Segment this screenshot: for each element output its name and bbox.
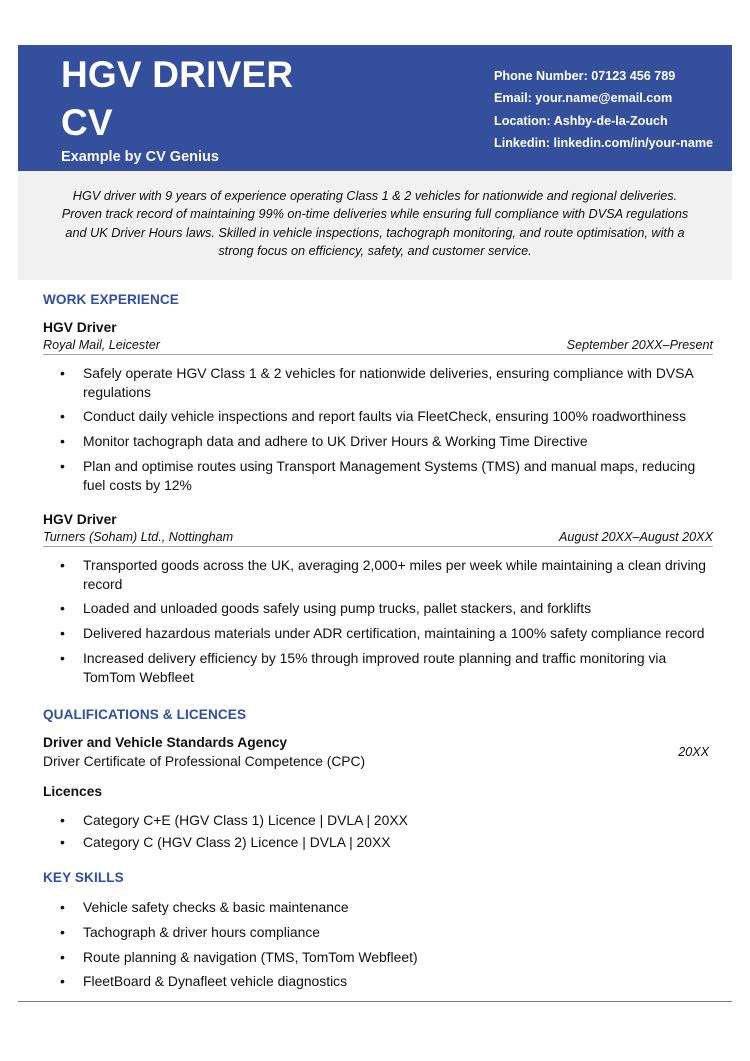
list-item: • Plan and optimise routes using Transport Management Systems (TMS) and manual maps, reducing fuel costs by 12% [60,457,720,494]
list-item: • Conduct daily vehicle inspections and report faults via FleetCheck, ensuring 100% roadworthiness [60,407,720,426]
list-item: • Category C+E (HGV Class 1) Licence | DVLA | 20XX [60,811,720,830]
footer-divider [18,1001,732,1002]
list-item: • Delivered hazardous materials under ADR certification, maintaining a 100% safety compliance record [60,624,720,643]
qualification-certificate: Driver Certificate of Professional Competence (CPC) [43,754,366,769]
cv-title-line-2: CV [61,102,113,143]
list-item: • Tachograph & driver hours compliance [60,923,720,942]
list-item: • Route planning & navigation (TMS, TomTom Webfleet) [60,948,720,967]
cv-header [18,45,732,171]
cv-title-line-1: HGV DRIVER [61,54,294,95]
contact-phone: Phone Number: 07123 456 789 [494,69,676,83]
job-employer: Royal Mail, Leicester [43,338,160,352]
licences-heading: Licences [43,784,103,799]
list-item: • Category C (HGV Class 2) Licence | DVLA | 20XX [60,833,720,852]
list-item: • FleetBoard & Dynafleet vehicle diagnostics [60,972,720,991]
licences-list [60,811,720,855]
job-meta [43,338,713,355]
professional-summary: HGV driver with 9 years of experience operating Class 1 & 2 vehicles for nationwide and regional deliveries. Proven track record of maintaining 99% on-time deliveries while ensuring full compliance with DVSA regulations and UK Driver Hours laws. Skilled in vehicle inspections, tachograph monitoring, and route optimisation, with a strong focus on efficiency, safety, and customer service. [18,171,732,280]
qualification-organisation: Driver and Vehicle Standards Agency [43,735,288,750]
cv-title [61,51,293,147]
list-item: • Loaded and unloaded goods safely using pump trucks, pallet stackers, and forklifts [60,599,720,618]
job-meta [43,530,713,547]
job-dates: September 20XX–Present [566,338,713,352]
job-bullets [60,556,720,692]
cv-subtitle: Example by CV Genius [61,149,219,165]
skills-list [60,898,720,997]
job-bullets [60,364,720,500]
job-employer: Turners (Soham) Ltd., Nottingham [43,530,234,544]
section-heading-key-skills: KEY SKILLS [43,870,124,885]
list-item: • Monitor tachograph data and adhere to UK Driver Hours & Working Time Directive [60,432,720,451]
section-heading-work-experience: WORK EXPERIENCE [43,292,179,307]
contact-email: Email: your.name@email.com [494,91,673,106]
section-heading-qualifications: QUALIFICATIONS & LICENCES [43,707,247,722]
list-item: • Vehicle safety checks & basic maintenance [60,898,720,917]
job-dates: August 20XX–August 20XX [558,530,713,544]
list-item: • Transported goods across the UK, averaging 2,000+ miles per week while maintaining a clean driving record [60,556,720,593]
job-title: HGV Driver [43,512,117,527]
qualification-date: 20XX [678,745,709,759]
contact-details [494,65,713,154]
job-title: HGV Driver [43,320,117,335]
contact-location: Location: Ashby-de-la-Zouch [494,113,668,128]
list-item: • Increased delivery efficiency by 15% through improved route planning and traffic monitoring via TomTom Webfleet [60,649,720,686]
contact-linkedin: Linkedin: linkedin.com/in/your-name [494,135,714,150]
list-item: • Safely operate HGV Class 1 & 2 vehicles for nationwide deliveries, ensuring compliance with DVSA regulations [60,364,720,401]
